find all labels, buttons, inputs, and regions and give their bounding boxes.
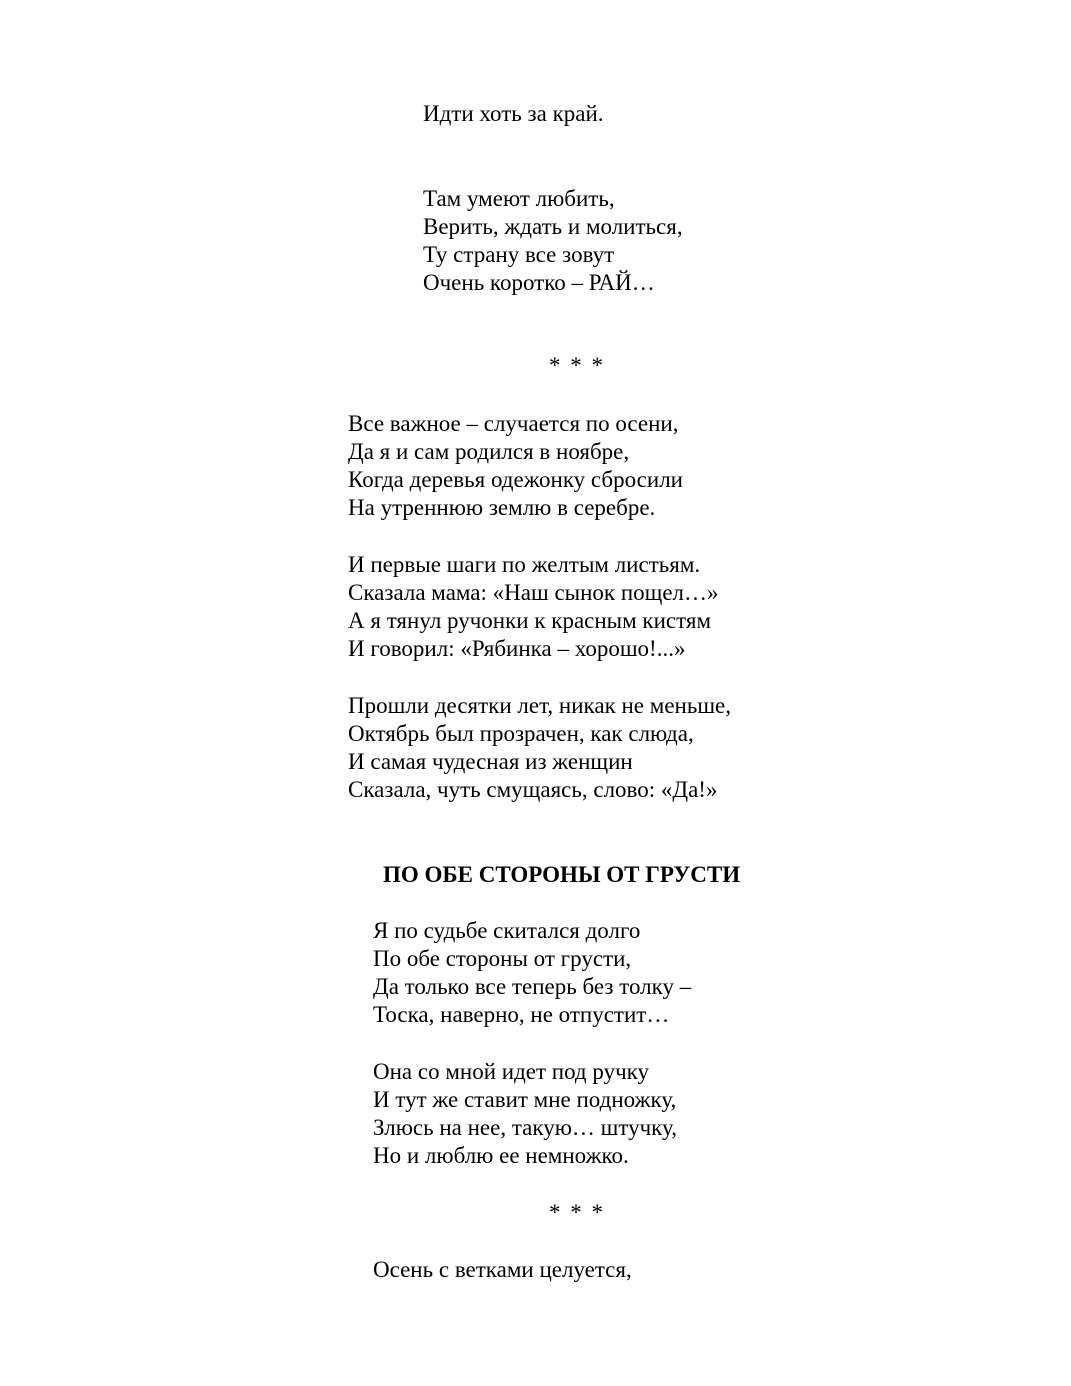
poem-title: ПО ОБЕ СТОРОНЫ ОТ ГРУСТИ	[383, 862, 741, 887]
poem-line: Она со мной идет под ручку	[373, 1059, 649, 1084]
poem-line: На утреннюю землю в серебре.	[348, 495, 656, 520]
section-separator: * * *	[549, 1200, 605, 1225]
poem-line: А я тянул ручонки к красным кистям	[348, 608, 712, 633]
poem-line: Сказала мама: «Наш сынок пощел…»	[348, 580, 719, 605]
poem-line: Тоска, наверно, не отпустит…	[373, 1002, 670, 1027]
poem-line: Осень с ветками целуется,	[373, 1257, 632, 1282]
poem-line: И самая чудесная из женщин	[348, 749, 633, 774]
poem-line: Когда деревья одежонку сбросили	[348, 467, 683, 492]
section-separator: * * *	[549, 353, 605, 378]
poem-line: И говорил: «Рябинка – хорошо!...»	[348, 636, 686, 661]
poem-line: По обе стороны от грусти,	[373, 946, 632, 971]
poem-line: И тут же ставит мне подножку,	[373, 1087, 677, 1112]
poem-line: Да я и сам родился в ноябре,	[348, 439, 630, 464]
poem-line: Октябрь был прозрачен, как слюда,	[348, 721, 694, 746]
poem-line: Сказала, чуть смущаясь, слово: «Да!»	[348, 777, 718, 802]
poem-line: Прошли десятки лет, никак не меньше,	[348, 693, 731, 718]
poem-line: Все важное – случается по осени,	[348, 411, 679, 436]
poem-line: Ту страну все зовут	[423, 242, 615, 267]
poem-line: Там умеют любить,	[423, 186, 615, 211]
poem-line: Злюсь на нее, такую… штучку,	[373, 1115, 677, 1140]
poem-line: Я по судьбе скитался долго	[373, 918, 641, 943]
poem-line: Идти хоть за край.	[423, 101, 604, 126]
poem-line: Но и люблю ее немножко.	[373, 1143, 629, 1168]
poem-line: Очень коротко – РАЙ…	[423, 270, 655, 295]
poem-line: Верить, ждать и молиться,	[423, 214, 683, 239]
poem-line: И первые шаги по желтым листьям.	[348, 552, 701, 577]
poem-line: Да только все теперь без толку –	[373, 974, 692, 999]
